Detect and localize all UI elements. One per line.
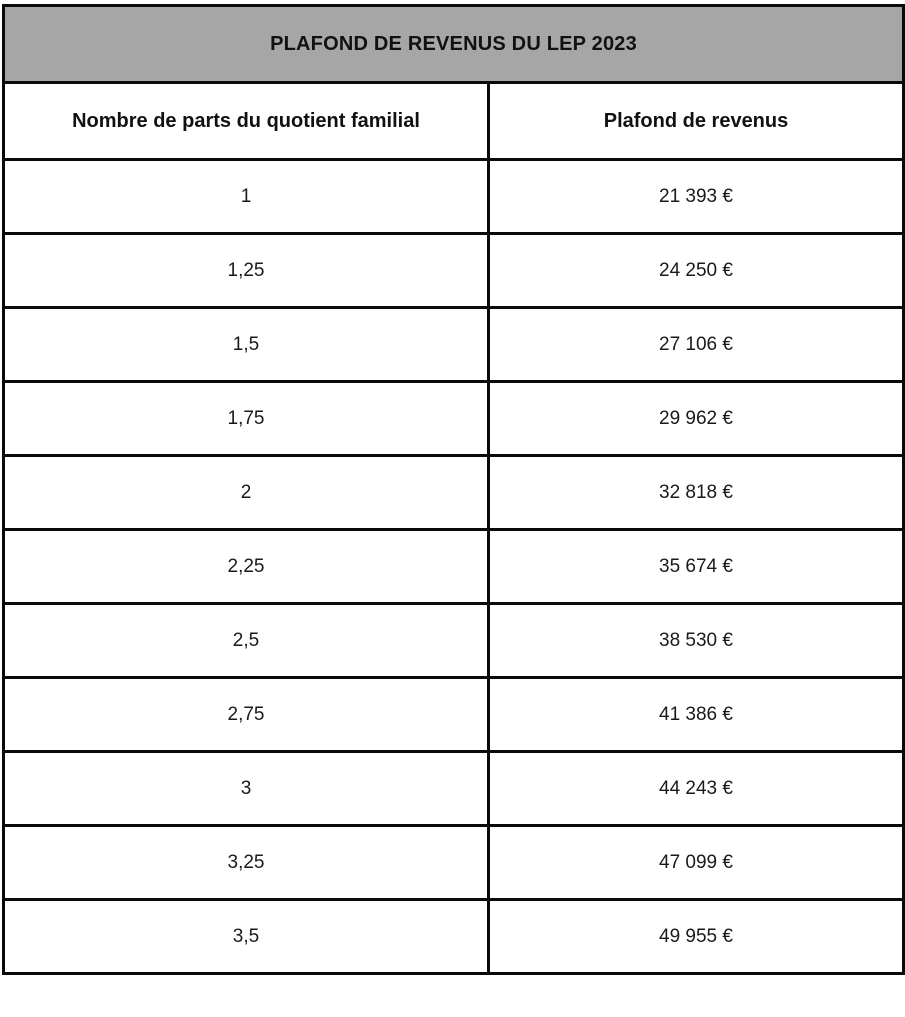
table-header-row: [4, 83, 904, 160]
cell-ceiling: 47 099 €: [489, 826, 904, 900]
cell-parts: 2,75: [4, 678, 489, 752]
cell-parts: 3,25: [4, 826, 489, 900]
cell-ceiling: 24 250 €: [489, 234, 904, 308]
cell-ceiling: 27 106 €: [489, 308, 904, 382]
cell-ceiling: 49 955 €: [489, 900, 904, 974]
table-title: PLAFOND DE REVENUS DU LEP 2023: [4, 6, 904, 83]
cell-parts: 2,5: [4, 604, 489, 678]
cell-ceiling: 41 386 €: [489, 678, 904, 752]
cell-parts: 1: [4, 160, 489, 234]
table-row: [4, 308, 904, 382]
table-row: [4, 604, 904, 678]
table-row: [4, 382, 904, 456]
income-ceiling-table-container: [2, 4, 902, 975]
cell-ceiling: 32 818 €: [489, 456, 904, 530]
cell-parts: 1,5: [4, 308, 489, 382]
table-row: [4, 752, 904, 826]
cell-ceiling: 21 393 €: [489, 160, 904, 234]
cell-ceiling: 35 674 €: [489, 530, 904, 604]
table-row: [4, 160, 904, 234]
table-title-row: [4, 6, 904, 83]
cell-parts: 2: [4, 456, 489, 530]
cell-ceiling: 38 530 €: [489, 604, 904, 678]
cell-parts: 1,25: [4, 234, 489, 308]
table-row: [4, 530, 904, 604]
income-ceiling-table: [2, 4, 905, 975]
table-row: [4, 456, 904, 530]
cell-parts: 1,75: [4, 382, 489, 456]
table-row: [4, 234, 904, 308]
cell-parts: 3: [4, 752, 489, 826]
table-row: [4, 826, 904, 900]
cell-ceiling: 29 962 €: [489, 382, 904, 456]
cell-parts: 3,5: [4, 900, 489, 974]
cell-ceiling: 44 243 €: [489, 752, 904, 826]
column-header-parts: Nombre de parts du quotient familial: [4, 83, 489, 160]
column-header-ceiling: Plafond de revenus: [489, 83, 904, 160]
table-row: [4, 900, 904, 974]
cell-parts: 2,25: [4, 530, 489, 604]
table-row: [4, 678, 904, 752]
